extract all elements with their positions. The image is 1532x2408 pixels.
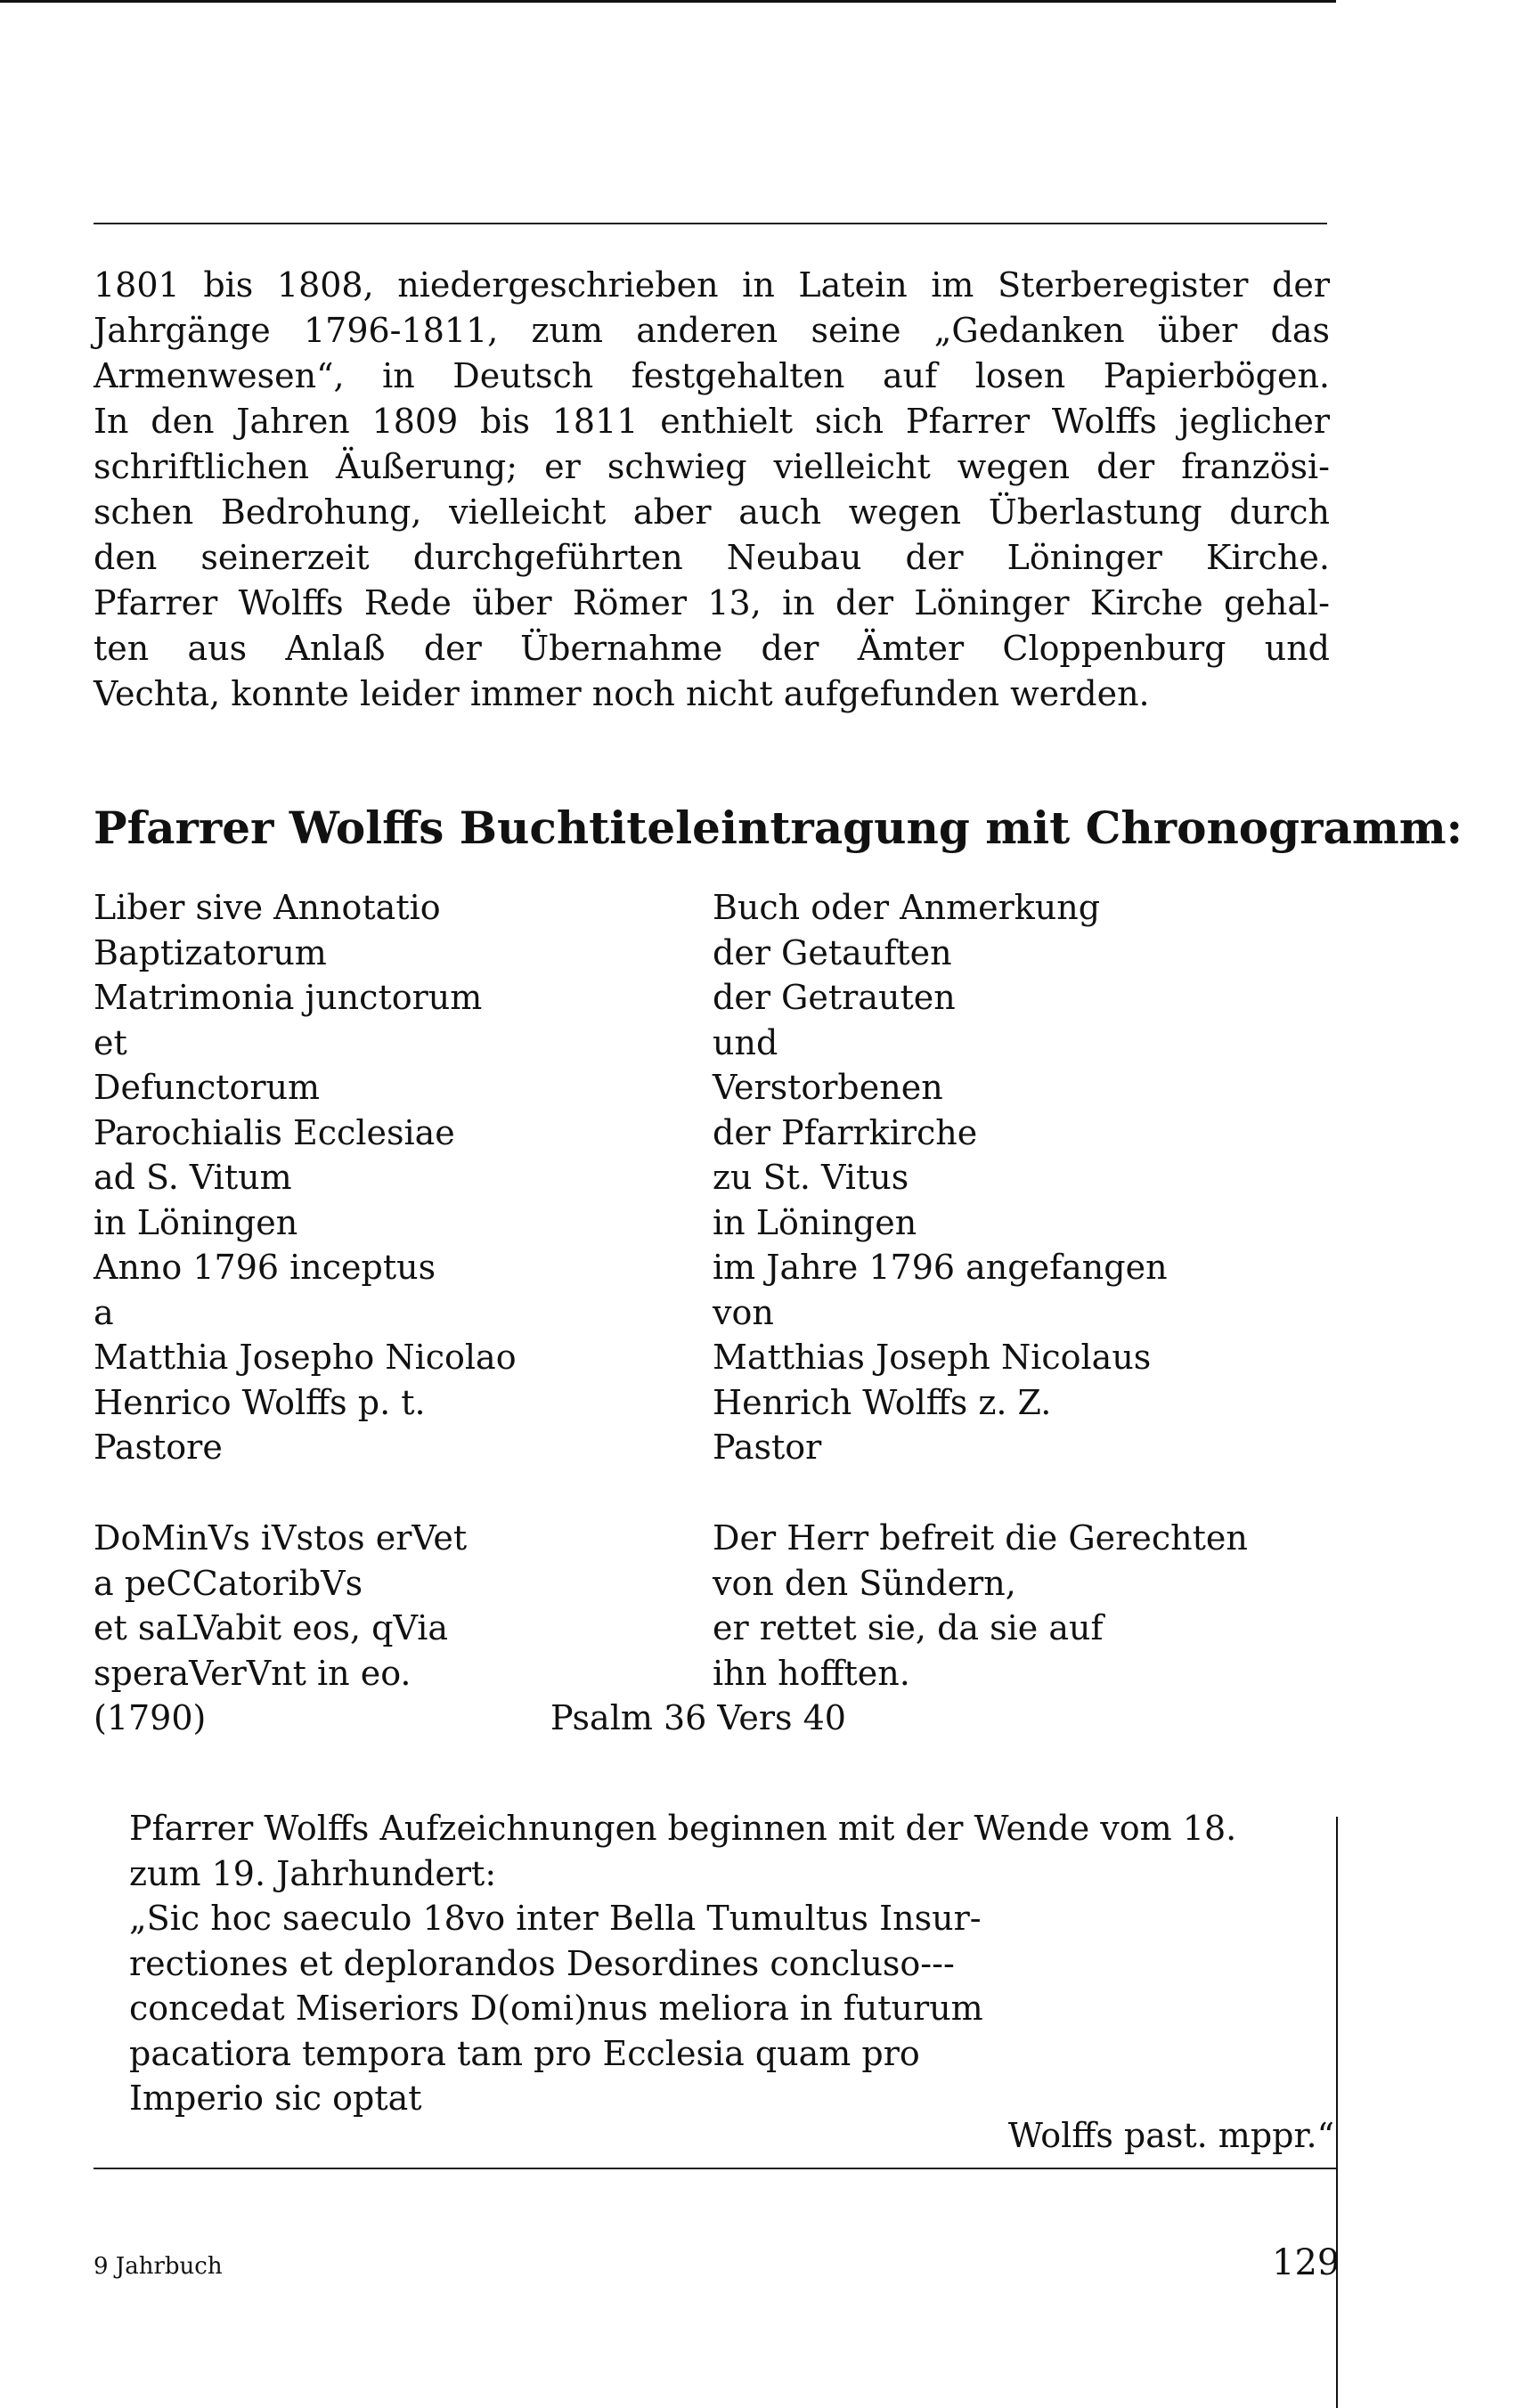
outro-line: Pfarrer Wolffs Aufzeichnungen beginnen mit der Wende vom 18.: [129, 1809, 1237, 1848]
german-line: Henrich Wolffs z. Z.: [713, 1382, 1052, 1422]
latin-line: ad S. Vitum: [94, 1158, 292, 1197]
latin-line: Pastore: [94, 1428, 223, 1467]
latin-line: Anno 1796 inceptus: [94, 1248, 436, 1287]
german-line: und: [713, 1022, 778, 1062]
latin-line: Baptizatorum: [94, 932, 327, 972]
german-line: Verstorbenen: [713, 1068, 943, 1107]
chronogram-latin-line: DoMinVs iVstos erVet: [94, 1518, 468, 1558]
chronogram-german-line: Der Herr befreit die Gerechten: [713, 1518, 1248, 1558]
german-line: der Getauften: [713, 932, 952, 972]
german-line: der Pfarrkirche: [713, 1112, 978, 1152]
outro-paragraph: [94, 1806, 1376, 2121]
german-line: Matthias Joseph Nicolaus: [713, 1338, 1152, 1377]
latin-line: in Löningen: [94, 1202, 298, 1242]
signature: Wolffs past. mppr.“: [1007, 2116, 1334, 2155]
title-entry-latin: [94, 885, 517, 1470]
outro-line: Imperio sic optat: [129, 2079, 422, 2118]
intro-line: 1801 bis 1808, niedergeschrieben in Latein im Sterberegister der: [94, 265, 1330, 305]
german-line: Pastor: [713, 1428, 822, 1467]
outro-line: concedat Miseriors D(omi)nus meliora in futurum: [129, 1989, 983, 2028]
intro-line: In den Jahren 1809 bis 1811 enthielt sich Pfarrer Wolffs jeglicher: [94, 402, 1330, 441]
intro-line: schriftlichen Äußerung; er schwieg vielleicht wegen der französi-: [94, 447, 1330, 486]
chronogram-latin-line: et saLVabit eos, qVia: [94, 1608, 449, 1647]
intro-line: Vechta, konnte leider immer noch nicht aufgefunden werden.: [94, 674, 1150, 713]
latin-line: a: [94, 1292, 114, 1332]
latin-line: Liber sive Annotatio: [94, 888, 441, 927]
outro-line: pacatiora tempora tam pro Ecclesia quam pro: [129, 2033, 920, 2073]
chronogram-german-line: von den Sündern,: [713, 1563, 1016, 1603]
intro-line: ten aus Anlaß der Übernahme der Ämter Cloppenburg und: [94, 629, 1330, 668]
chronogram-latin: [94, 1516, 467, 1696]
title-entry-german: [713, 885, 1168, 1470]
latin-line: Matrimonia junctorum: [94, 978, 483, 1017]
intro-line: Pfarrer Wolffs Rede über Römer 13, in der Löninger Kirche gehal-: [94, 583, 1330, 622]
chronogram-german-line: ihn hofften.: [713, 1653, 910, 1693]
top-rule: [94, 223, 1327, 224]
german-line: der Getrauten: [713, 978, 956, 1017]
chronogram-german-line: er rettet sie, da sie auf: [713, 1608, 1104, 1647]
chronogram-latin-line: speraVerVnt in eo.: [94, 1653, 412, 1693]
footer-signature-mark: 9 Jahrbuch: [94, 2253, 223, 2280]
latin-line: Matthia Josepho Nicolao: [94, 1338, 517, 1377]
german-line: in Löningen: [713, 1202, 917, 1242]
german-line: Buch oder Anmerkung: [713, 888, 1101, 927]
outro-line: „Sic hoc saeculo 18vo inter Bella Tumultus Insur-: [129, 1899, 982, 1938]
german-line: im Jahre 1796 angefangen: [713, 1248, 1168, 1287]
bottom-rule: [94, 2168, 1336, 2169]
latin-line: Defunctorum: [94, 1068, 321, 1107]
german-line: zu St. Vitus: [713, 1158, 909, 1197]
page-number: 129: [1272, 2242, 1340, 2283]
scan-right-border: [1336, 1817, 1338, 2408]
outro-line: rectiones et deplorandos Desordines concluso---: [129, 1943, 955, 1983]
latin-line: et: [94, 1022, 127, 1062]
chronogram-german: [713, 1516, 1248, 1696]
section-heading: Pfarrer Wolffs Buchtiteleintragung mit Chronogramm:: [94, 801, 1463, 854]
intro-line: den seinerzeit durchgeführten Neubau der Löninger Kirche.: [94, 538, 1330, 577]
german-line: von: [713, 1292, 774, 1332]
latin-line: Henrico Wolffs p. t.: [94, 1382, 426, 1422]
latin-line: Parochialis Ecclesiae: [94, 1112, 455, 1152]
intro-line: schen Bedrohung, vielleicht aber auch wegen Überlastung durch: [94, 492, 1330, 532]
scan-top-border: [0, 0, 1336, 3]
outro-line: zum 19. Jahrhundert:: [129, 1853, 497, 1893]
intro-paragraph: [94, 263, 1330, 717]
intro-line: Jahrgänge 1796-1811, zum anderen seine „Gedanken über das: [94, 311, 1330, 350]
chronogram-year: (1790): [94, 1698, 207, 1737]
psalm-reference: Psalm 36 Vers 40: [550, 1698, 846, 1737]
intro-line: Armenwesen“, in Deutsch festgehalten auf losen Papierbögen.: [94, 356, 1330, 395]
chronogram-latin-line: a peCCatoribVs: [94, 1563, 363, 1603]
